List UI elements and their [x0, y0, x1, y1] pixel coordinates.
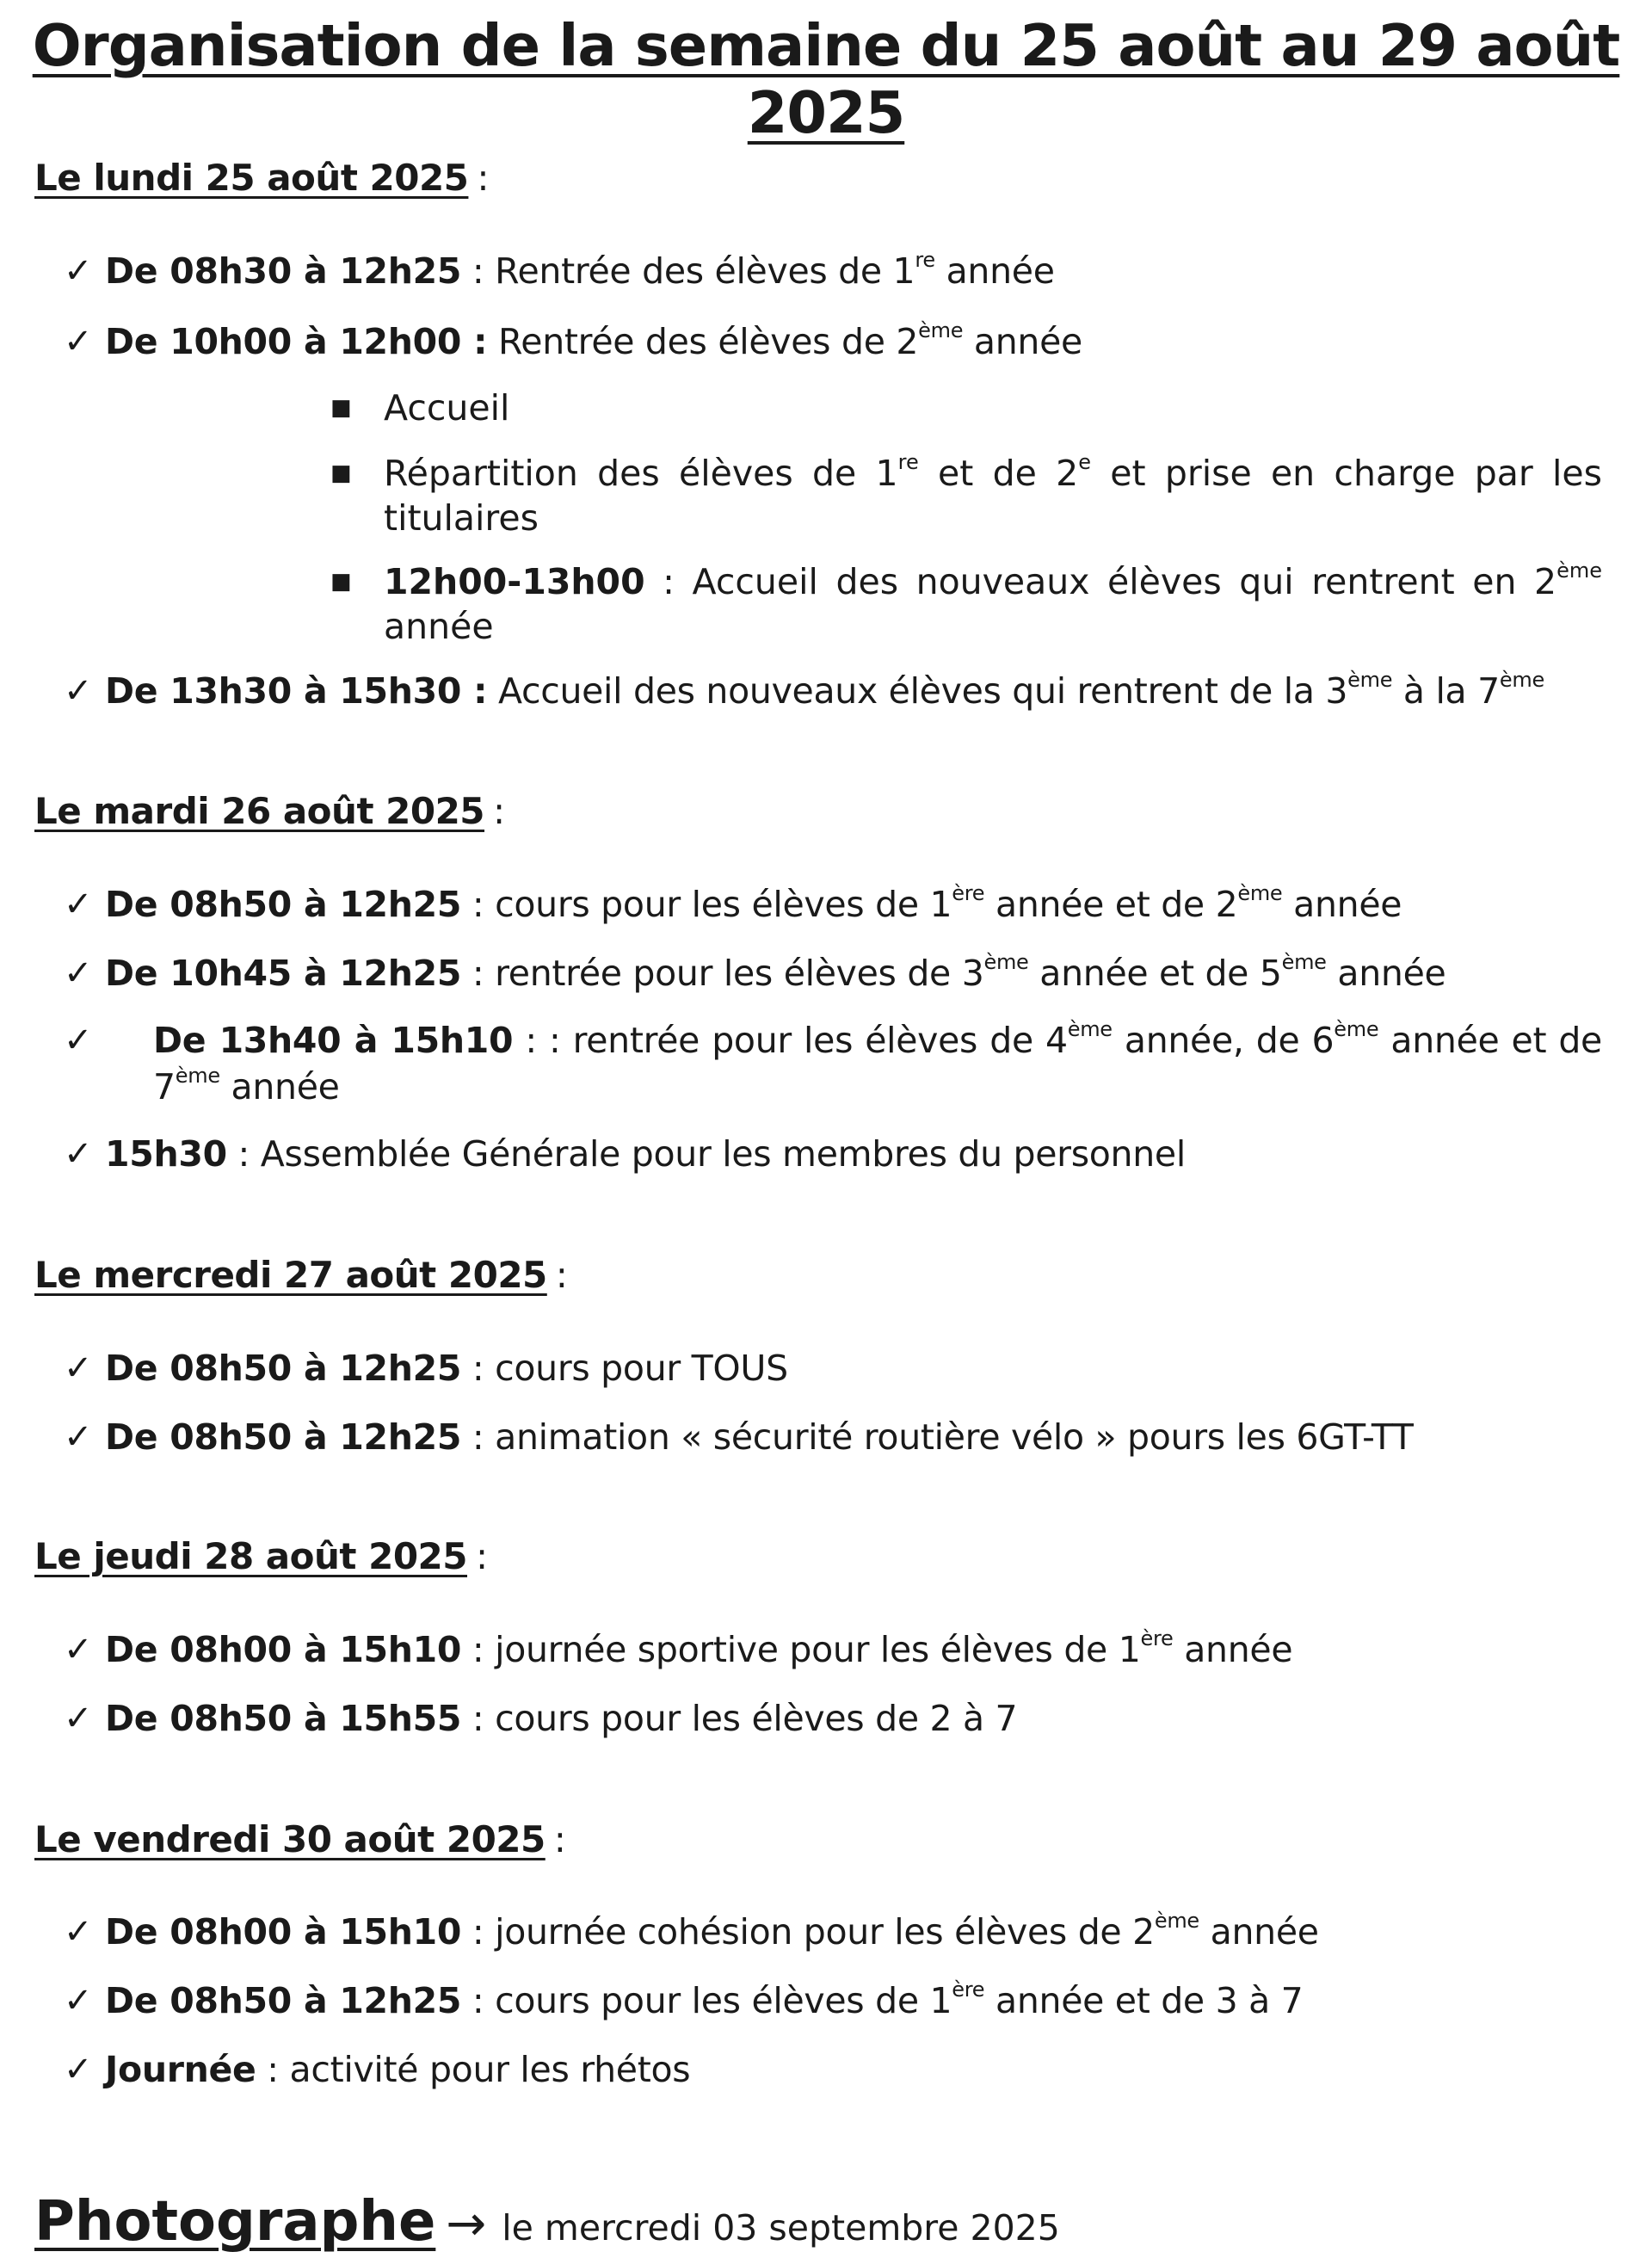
- list-item: ✓ De 13h40 à 15h10 : : rentrée pour les élèves de 4ème année, de 6ème année et de 7ème année: [64, 1017, 1602, 1107]
- list-item: ✓ 15h30 : Assemblée Générale pour les membres du personnel: [105, 1131, 1602, 1177]
- list-item: ✓ De 08h50 à 12h25 : cours pour les élèves de 1ère année et de 2ème année: [105, 881, 1602, 928]
- sub-list-item: ■ Répartition des élèves de 1re et de 2e et prise en charge par les titulaires: [330, 450, 1603, 539]
- list-item: ✓ De 08h30 à 12h25 : Rentrée des élèves de 1re année: [105, 248, 1602, 294]
- list-item: ✓ Journée : activité pour les rhétos: [105, 2046, 1602, 2093]
- check-icon: ✓: [64, 885, 93, 924]
- check-icon: ✓: [64, 671, 93, 711]
- day-heading-thursday: Le jeudi 28 août 2025 :: [34, 1535, 488, 1577]
- list-item: ✓ De 10h00 à 12h00 : Rentrée des élèves de 2ème année: [105, 318, 1602, 365]
- list-item: ✓ De 10h45 à 12h25 : rentrée pour les élèves de 3ème année et de 5ème année: [105, 950, 1602, 996]
- list-item: ✓ De 08h00 à 15h10 : journée sportive pour les élèves de 1ère année: [105, 1626, 1602, 1673]
- check-icon: ✓: [64, 1699, 93, 1738]
- check-icon: ✓: [64, 1981, 93, 2020]
- list-item: ✓ De 08h50 à 12h25 : animation « sécurité routière vélo » pours les 6GT-TT: [105, 1414, 1602, 1460]
- square-bullet-icon: ■: [330, 460, 352, 486]
- list-item: ✓ De 13h30 à 15h30 : Accueil des nouveaux élèves qui rentrent de la 3ème à la 7ème: [105, 668, 1602, 714]
- photographer-label: Photographe: [34, 2190, 436, 2254]
- check-icon: ✓: [64, 251, 93, 291]
- arrow-right-icon: →: [446, 2196, 487, 2252]
- check-icon: ✓: [64, 1417, 93, 1457]
- square-bullet-icon: ■: [330, 395, 352, 421]
- day-heading-wednesday: Le mercredi 27 août 2025 :: [34, 1254, 568, 1296]
- check-icon: ✓: [64, 1630, 93, 1669]
- list-item: ✓ De 08h00 à 15h10 : journée cohésion pour les élèves de 2ème année: [105, 1909, 1602, 1955]
- sub-list-item: ■ 12h00-13h00 : Accueil des nouveaux élèves qui rentrent en 2ème année: [330, 558, 1602, 647]
- check-icon: ✓: [64, 322, 93, 361]
- check-icon: ✓: [64, 1912, 93, 1952]
- photographer-note: [34, 2190, 1060, 2254]
- photographer-date: le mercredi 03 septembre 2025: [502, 2207, 1060, 2249]
- check-icon: ✓: [64, 1021, 93, 1060]
- day-heading-monday: Le lundi 25 août 2025 :: [34, 157, 490, 199]
- check-icon: ✓: [64, 1348, 93, 1388]
- square-bullet-icon: ■: [330, 569, 352, 595]
- sub-list-item: ■ Accueil: [330, 387, 510, 429]
- check-icon: ✓: [64, 2050, 93, 2089]
- day-heading-friday: Le vendredi 30 août 2025 :: [34, 1818, 566, 1860]
- check-icon: ✓: [64, 1134, 93, 1174]
- page-title: Organisation de la semaine du 25 août au 29 août 2025: [32, 12, 1620, 146]
- list-item: ✓ De 08h50 à 12h25 : cours pour TOUS: [105, 1345, 1602, 1391]
- list-item: ✓ De 08h50 à 12h25 : cours pour les élèves de 1ère année et de 3 à 7: [105, 1977, 1602, 2024]
- day-heading-tuesday: Le mardi 26 août 2025 :: [34, 790, 505, 832]
- check-icon: ✓: [64, 953, 93, 993]
- list-item: ✓ De 08h50 à 15h55 : cours pour les élèves de 2 à 7: [105, 1695, 1602, 1742]
